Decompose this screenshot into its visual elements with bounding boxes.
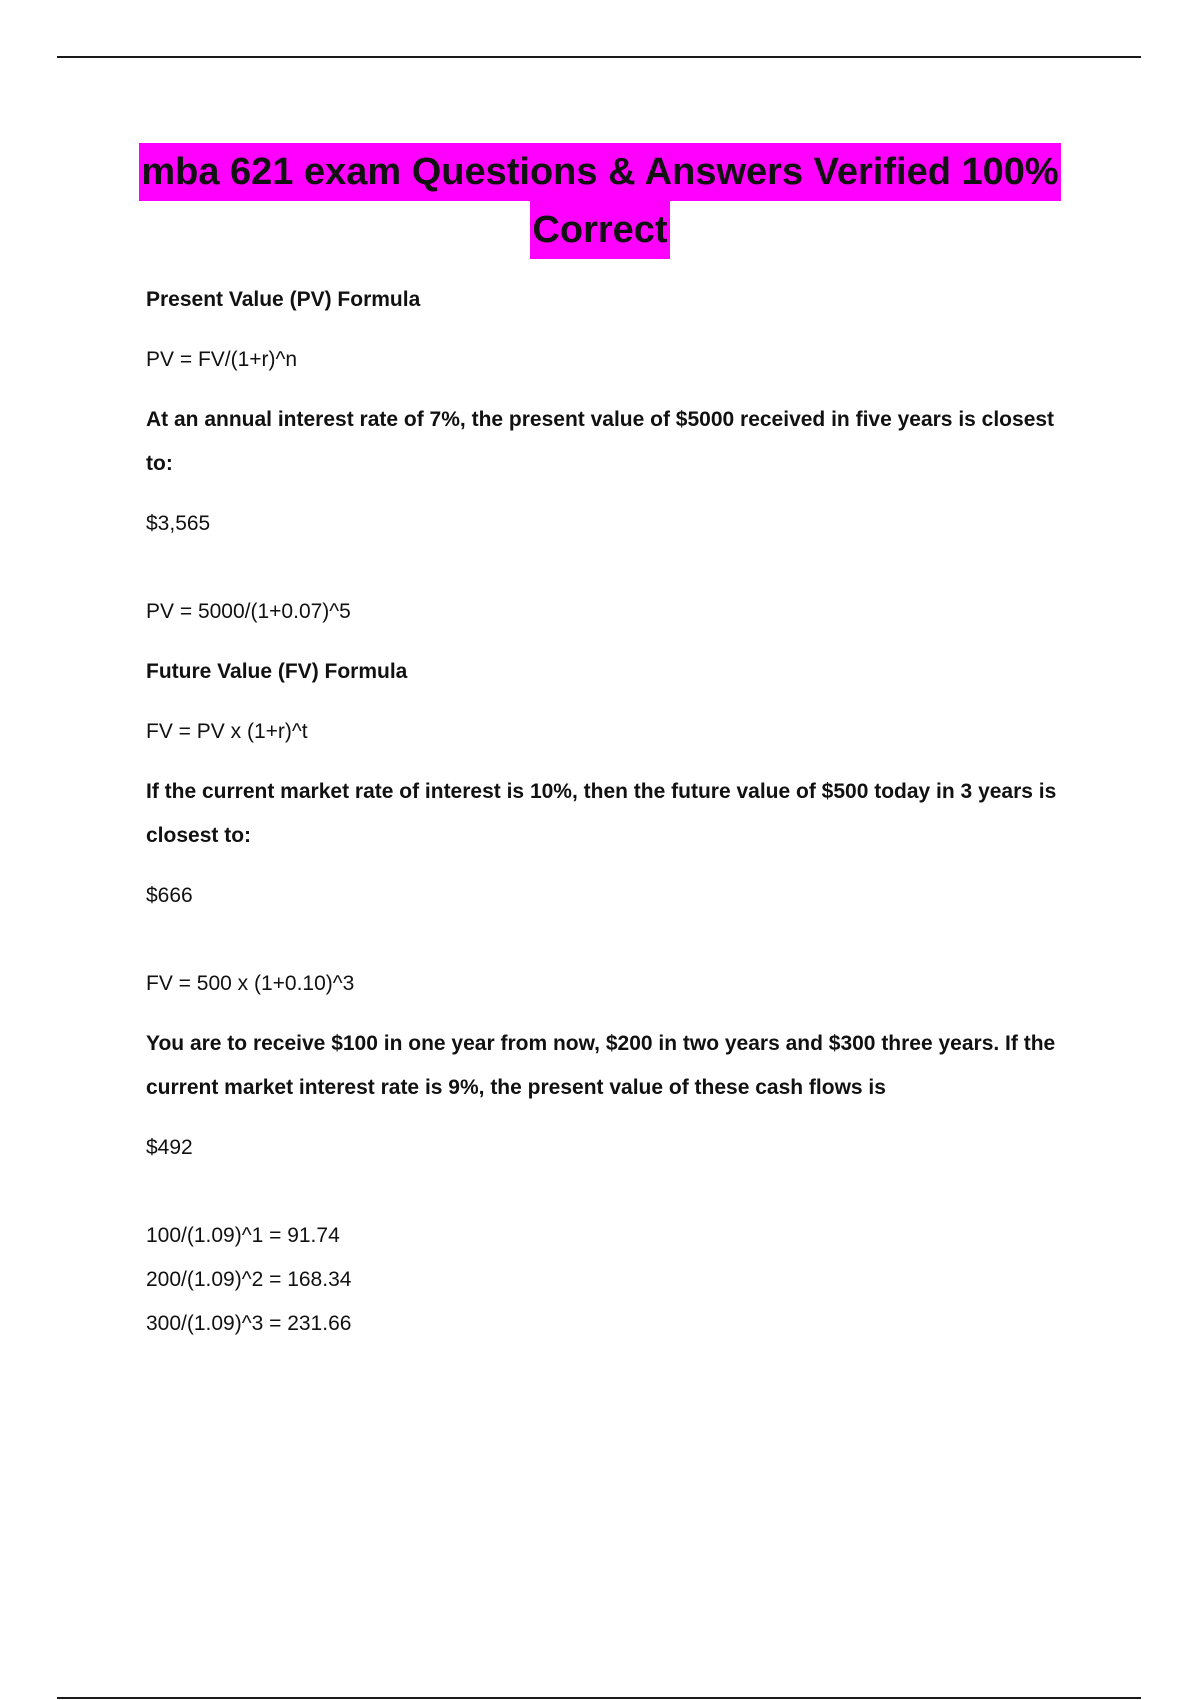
answer-text: $666 <box>146 884 193 907</box>
qa-content <box>146 278 1086 1346</box>
answer-text: FV = PV x (1+r)^t <box>146 720 308 743</box>
question-text: You are to receive $100 in one year from now, $200 in two years and $300 three years. If the <box>146 1032 1056 1055</box>
calculation-line: 100/(1.09)^1 = 91.74 <box>146 1224 340 1247</box>
qa-item <box>146 650 1086 754</box>
qa-item <box>146 278 1086 382</box>
question-text: Future Value (FV) Formula <box>146 660 408 683</box>
answer-text: $3,565 <box>146 512 211 535</box>
question-text-cont: closest to: <box>146 824 252 847</box>
calculation-line: PV = 5000/(1+0.07)^5 <box>146 600 351 623</box>
calculation-line: 300/(1.09)^3 = 231.66 <box>146 1312 352 1335</box>
qa-item <box>146 770 1086 1006</box>
title-line-1: mba 621 exam Questions & Answers Verified 100% <box>139 143 1060 201</box>
question-text: Present Value (PV) Formula <box>146 288 421 311</box>
footer-rule <box>57 1697 1141 1699</box>
question-text-cont: current market interest rate is 9%, the present value of these cash flows is <box>146 1076 886 1099</box>
question-text-cont: to: <box>146 452 173 475</box>
calculation-line: 200/(1.09)^2 = 168.34 <box>146 1268 352 1291</box>
answer-text: PV = FV/(1+r)^n <box>146 348 298 371</box>
question-text: At an annual interest rate of 7%, the present value of $5000 received in five years is closest <box>146 408 1055 431</box>
header-rule <box>57 56 1141 58</box>
qa-item <box>146 1022 1086 1346</box>
document-title <box>100 143 1100 259</box>
answer-text: $492 <box>146 1136 193 1159</box>
question-text: If the current market rate of interest is 10%, then the future value of $500 today in 3 years is <box>146 780 1057 803</box>
calculation-line: FV = 500 x (1+0.10)^3 <box>146 972 355 995</box>
title-line-2: Correct <box>530 201 669 259</box>
qa-item <box>146 398 1086 634</box>
